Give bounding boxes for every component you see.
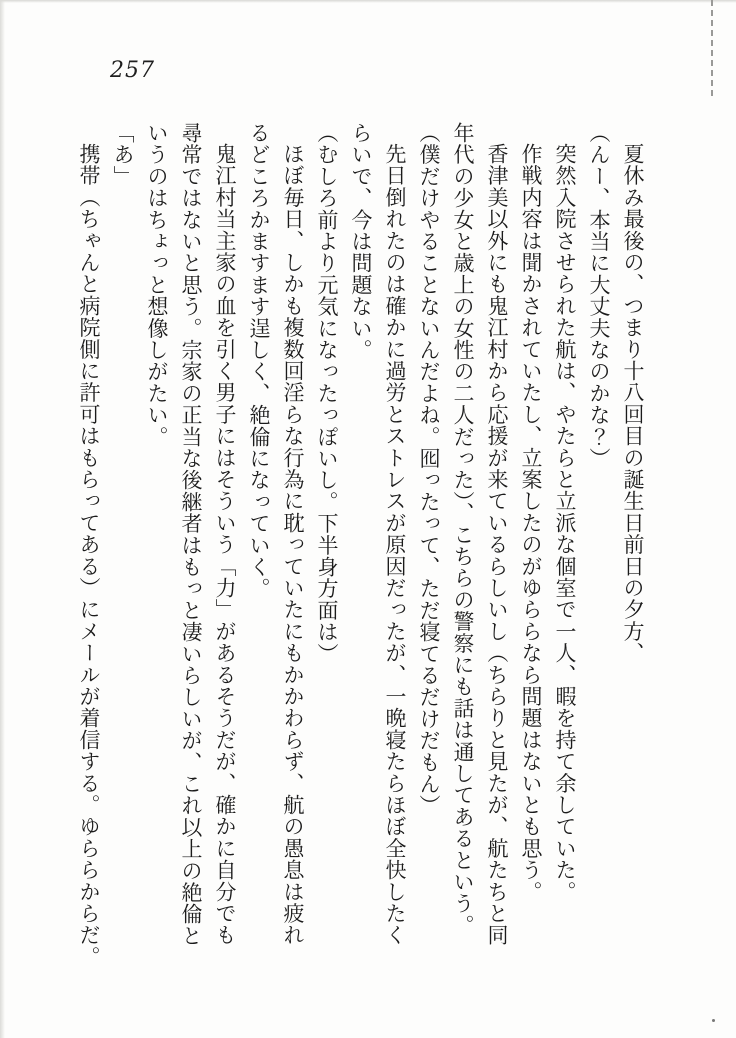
text-column: 突然入院させられた航は、やたらと立派な個室で一人、暇を持て余していた。: [553, 143, 577, 903]
text-column: 鬼江村当主家の血を引く男子にはそういう「力」があるそうだが、確かに自分でも: [213, 143, 237, 946]
text-column: 携帯（ちゃんと病院側に許可はもらってある）にメールが着信する。ゆららからだ。: [77, 143, 101, 968]
text-column: （んー、本当に大丈夫なのかな？）: [587, 122, 611, 470]
vertical-text-block: [72, 122, 650, 974]
scan-speck: [712, 1019, 715, 1022]
scan-left-edge: [0, 0, 5, 1038]
text-column: 先日倒れたのは確かに過労とストレスが原因だったが、一晩寝たらほぼ全快したく: [383, 143, 407, 946]
text-column: 「あ」: [111, 122, 135, 188]
text-column: らいで、今は問題ない。: [349, 122, 373, 361]
text-column: （むしろ前より元気になったっぽいし。下半身方面は）: [315, 122, 339, 665]
text-column: 作戦内容は聞かされていたし、立案したのがゆららなら問題はないとも思う。: [519, 143, 543, 903]
scan-top-edge: [0, 0, 736, 3]
text-column: （僕だけやることないんだよね。囮ったって、ただ寝てるだけだもん）: [417, 122, 441, 817]
text-column: 尋常ではないと思う。宗家の正当な後継者はもっと凄いらしいが、これ以上の絶倫と: [179, 122, 203, 947]
text-column: いうのはちょっと想像しがたい。: [145, 122, 169, 448]
text-column: ほぼ毎日、しかも複数回淫らな行為に耽っていたにもかかわらず、航の愚息は疲れ: [281, 143, 305, 946]
text-column: 年代の少女と歳上の女性の二人だった）、こちらの警察にも話は通してあるという。: [451, 122, 475, 937]
text-column: 香津美以外にも鬼江村から応援が来ているらしいし（ちらりと見たが、航たちと同: [485, 143, 509, 946]
scan-edge-dashes: [711, 0, 713, 96]
text-column: るどころかますます逞しく、絶倫になっていく。: [247, 122, 271, 600]
text-column: 夏休み最後の、つまり十八回目の誕生日前日の夕方、: [621, 143, 645, 664]
page-number: 257: [110, 58, 155, 83]
